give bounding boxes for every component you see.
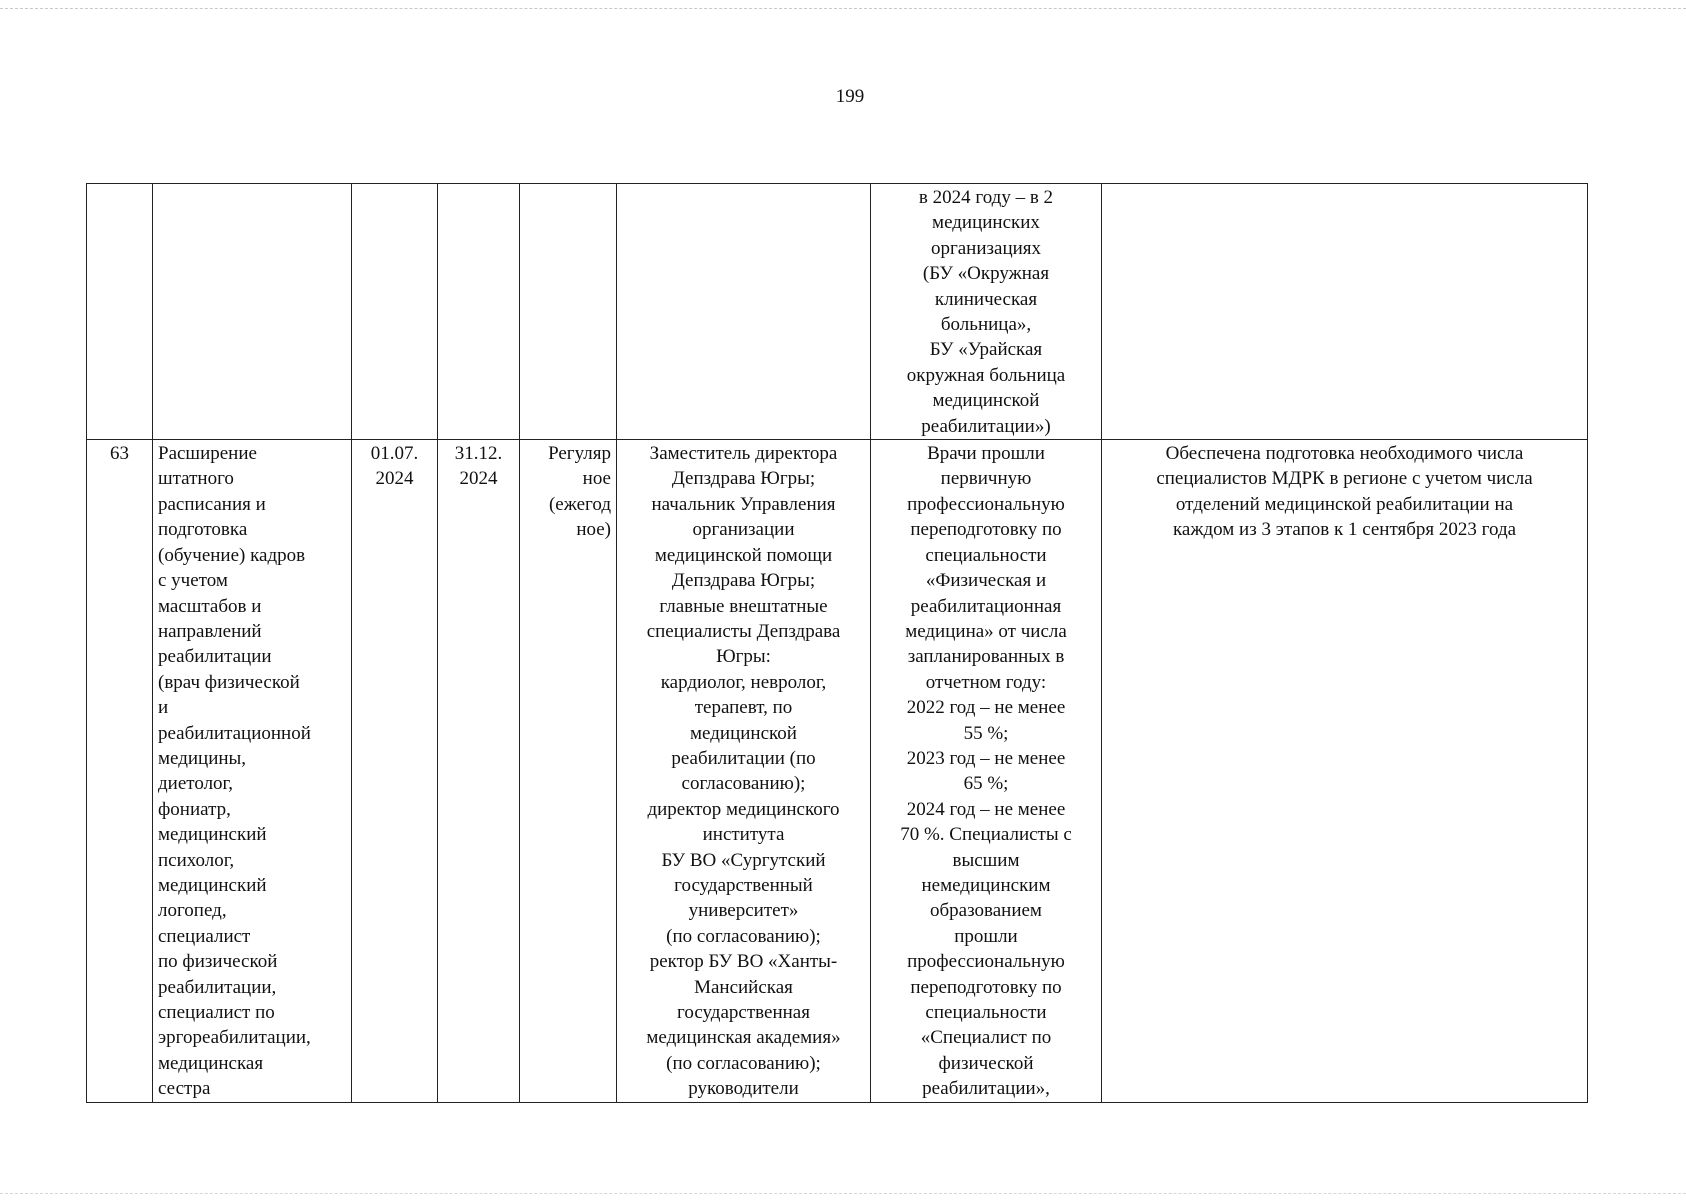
cell-measure-name <box>153 440 352 1103</box>
start-date-text: 01.07. 2024 <box>370 443 419 490</box>
row-number: 63 <box>110 443 129 465</box>
cell-result-empty <box>1102 184 1588 440</box>
measure-name-text: Расширение штатного расписания и подготовка (обучение) кадров с учетом масштабов и направлений реабилитации (врач физической и реабилитационной медицины, диетолог, фониатр, медицинский психолог, медицинский логопед, специалист по физической реабилитации, специалист по эргореабилитации, медицинская сестра <box>158 443 311 1100</box>
cell-type <box>520 440 617 1103</box>
type-text: Регуляр ное (ежегод ное) <box>548 443 611 541</box>
scan-edge-top <box>0 8 1686 9</box>
scan-edge-bottom <box>0 1193 1686 1194</box>
table-row-63 <box>87 440 1588 1103</box>
cell-indicator <box>871 440 1102 1103</box>
cell-end-date <box>438 440 520 1103</box>
indicator-text: Врачи прошли первичную профессиональную переподготовку по специальности «Физическая и реабилитационная медицина» от числа запланированных в отчетном году: 2022 год – не менее 55 %; 2023 год – не менее 65 %; 2024 год – не менее 70 %. Специалисты с высшим немедицинским образованием прошли профессиональную переподготовку по специальности «Специалист по физической реабилитации», <box>900 443 1072 1100</box>
cell-type-empty <box>520 184 617 440</box>
cell-responsible-empty <box>617 184 871 440</box>
indicator-continued-text: в 2024 году – в 2 медицинских организациях (БУ «Окружная клиническая больница», БУ «Урайская окружная больница медицинской реабилитации») <box>906 187 1066 437</box>
cell-responsible <box>617 440 871 1103</box>
cell-result <box>1102 440 1588 1103</box>
table-row-continued <box>87 184 1588 440</box>
page-number: 199 <box>835 86 865 107</box>
cell-start-empty <box>352 184 438 440</box>
responsible-text: Заместитель директора Депздрава Югры; начальник Управления организации медицинской помощи Депздрава Югры; главные внештатные специалисты Депздрава Югры: кардиолог, невролог, терапевт, по медицинской реабилитации (по согласованию); директор медицинского института БУ ВО «Сургутский государственный университет» (по согласованию); ректор БУ ВО «Ханты- Мансийская государственная медицинская академия» (по согласованию); руководители <box>646 443 841 1100</box>
plan-table <box>86 183 1588 1103</box>
result-text: Обеспечена подготовка необходимого числа специалистов МДРК в регионе с учетом числа отделений медицинской реабилитации на каждом из 3 этапов к 1 сентября 2023 года <box>1156 443 1533 541</box>
cell-row-number <box>87 440 153 1103</box>
cell-name-empty <box>153 184 352 440</box>
cell-indicator-continued <box>871 184 1102 440</box>
cell-end-empty <box>438 184 520 440</box>
cell-start-date <box>352 440 438 1103</box>
cell-number-empty <box>87 184 153 440</box>
end-date-text: 31.12. 2024 <box>454 443 503 490</box>
